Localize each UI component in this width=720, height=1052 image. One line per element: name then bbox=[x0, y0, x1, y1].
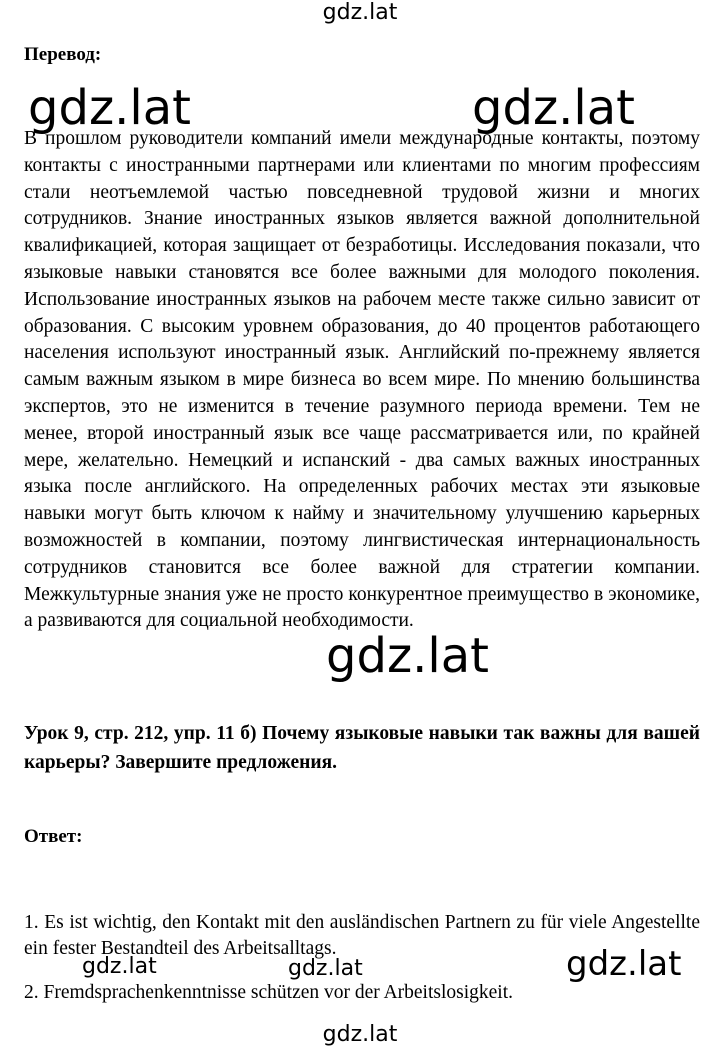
task-heading: Урок 9, стр. 212, упр. 11 б) Почему языковые навыки так важны для вашей карьеры? Завершите предложения. bbox=[24, 723, 700, 773]
watermark-big-right: gdz.lat bbox=[472, 80, 635, 136]
translation-heading: Перевод: bbox=[24, 44, 102, 65]
watermark-big-left: gdz.lat bbox=[28, 80, 191, 136]
watermark-bottom-middle: gdz.lat bbox=[288, 956, 363, 981]
watermark-top: gdz.lat bbox=[322, 0, 398, 25]
watermark-bottom-right: gdz.lat bbox=[566, 944, 682, 984]
watermark-bottom-left: gdz.lat bbox=[82, 954, 157, 979]
translation-paragraph: В прошлом руководители компаний имели международные контакты, поэтому контакты с иностранными партнерами или клиентами по многим профессиям стали неотъемлемой частью повседневной трудовой жизни и многих сотрудников. Знание иностранных языков является важной дополнительной квалификацией, которая защищает от безработицы. Исследования показали, что языковые навыки становятся все более важными для молодого поколения. Использование иностранных языков на рабочем месте также сильно зависит от образования. С высоким уровнем образования, до 40 процентов работающего населения используют иностранный язык. Английский по-прежнему является самым важным языком в мире бизнеса во всем мире. По мнению большинства экспертов, это не изменится в течение разумного периода времени. Тем не менее, второй иностранный язык все чаще рассматривается или, по крайней мере, желательно. Немецкий и испанский - два самых важных иностранных языка после английского. На определенных рабочих местах эти языковые навыки могут быть ключом к найму и значительному улучшению карьерных возможностей в компании, поэтому лингвистическая интернациональность сотрудников становится все более важной для стратегии компании. Межкультурные знания уже не просто конкурентное преимущество в экономике, а развиваются для социальной необходимости. bbox=[24, 128, 700, 632]
answer-heading: Ответ: bbox=[24, 826, 83, 847]
answer-item-1: 1. Es ist wichtig, den Kontakt mit den ausländischen Partnern zu für viele Angestellte ein fester Bestandteil des Arbeitsalltags. bbox=[24, 912, 700, 959]
watermark-big-middle: gdz.lat bbox=[326, 628, 489, 684]
watermark-bottom: gdz.lat bbox=[322, 1022, 398, 1047]
answer-item-2: 2. Fremdsprachenkenntnisse schützen vor der Arbeitslosigkeit. bbox=[24, 982, 514, 1003]
